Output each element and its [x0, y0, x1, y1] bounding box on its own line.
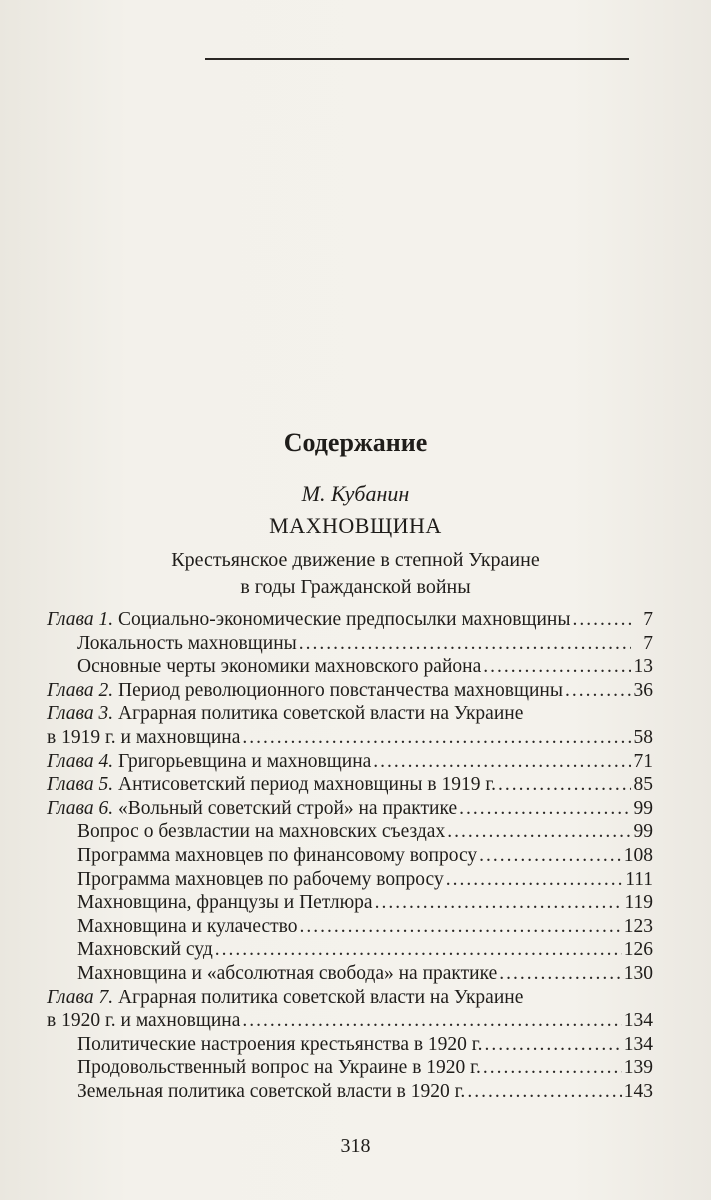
toc-entry [47, 915, 653, 939]
toc-entry-text: Период революционного повстанчества махновщины [113, 679, 563, 701]
toc-entry-text: Программа махновцев по рабочему вопросу [77, 868, 444, 890]
toc-entry-title [77, 844, 477, 868]
dot-leader [498, 773, 631, 797]
toc-entry-title [77, 655, 481, 679]
toc-entry-text: Аграрная политика советской власти на Украине [113, 986, 524, 1008]
dot-leader [479, 844, 622, 868]
toc-entry-title [77, 1056, 481, 1080]
toc-page-number: 13 [633, 656, 653, 678]
subtitle-line-2: в годы Гражданской войны [240, 576, 471, 598]
dot-leader [242, 726, 631, 750]
dot-leader [499, 962, 622, 986]
page-number: 318 [340, 1135, 371, 1157]
dot-leader [459, 797, 631, 821]
toc-entry [47, 608, 653, 632]
toc-entry-text: Политические настроения крестьянства в 1920 г. [77, 1033, 483, 1055]
book-subtitle [0, 547, 711, 601]
toc-entry [47, 938, 653, 962]
toc-entry-title [47, 679, 563, 703]
chapter-number: Глава 5. [47, 774, 114, 796]
dot-leader [373, 750, 631, 774]
toc-entry-title [47, 797, 457, 821]
toc-entry-text: Махновщина и «абсолютная свобода» на практике [77, 962, 498, 984]
toc-entry [47, 773, 653, 797]
toc-entry [47, 1080, 653, 1104]
dot-leader [572, 608, 631, 632]
toc-entry-text: Вопрос о безвластии на махновских съездах [77, 821, 446, 843]
toc-entry-title [77, 891, 373, 915]
toc-entry-title [47, 750, 371, 774]
dot-leader [215, 938, 622, 962]
toc-page-number: 7 [643, 609, 653, 630]
section-title: Содержание [283, 428, 428, 457]
dot-leader [375, 891, 623, 915]
toc-entry-title [47, 773, 496, 797]
chapter-number: Глава 7. [47, 986, 114, 1008]
toc-entry-text: Социально-экономические предпосылки махновщины [113, 609, 571, 630]
toc-entry [47, 844, 653, 868]
dot-leader [467, 1080, 621, 1104]
toc-entry-text: Программа махновцев по финансовому вопросу [77, 844, 478, 866]
toc-entry-title [47, 726, 240, 750]
toc-page-number: 130 [623, 962, 653, 984]
toc-entry-text: Махновщина и кулачество [77, 915, 298, 937]
dot-leader [447, 820, 631, 844]
toc-entry-text: Антисоветский период махновщины в 1919 г. [113, 774, 497, 796]
toc-page-number: 36 [633, 679, 653, 701]
toc-page-number: 139 [623, 1057, 653, 1079]
toc-page-number: 108 [623, 844, 653, 866]
toc-entry-title [47, 608, 570, 632]
toc-entry-text: Продовольственный вопрос на Украине в 1920 г. [77, 1057, 481, 1079]
chapter-number: Глава 4. [47, 750, 114, 772]
toc-entry-text: «Вольный советский строй» на практике [113, 797, 458, 819]
toc-page-number: 85 [633, 774, 653, 796]
toc-entry [47, 1009, 653, 1033]
toc-page-number: 99 [633, 821, 653, 843]
toc-page-number: 7 [643, 632, 653, 654]
toc-entry [47, 726, 653, 750]
toc-entry-text: Основные черты экономики махновского района [77, 656, 482, 678]
toc-entry-text: Локальность махновщины [77, 632, 297, 654]
toc-entry [47, 868, 653, 892]
chapter-number: Глава 2. [47, 679, 114, 701]
toc-page-number: 143 [623, 1080, 653, 1102]
toc-page-number: 58 [633, 726, 653, 748]
toc-entry-text: Земельная политика советской власти в 1920 г. [77, 1080, 466, 1102]
dot-leader [300, 915, 622, 939]
toc-entry [47, 632, 653, 656]
table-of-contents [47, 608, 653, 1103]
chapter-number: Глава 6. [47, 797, 114, 819]
toc-entry-title [77, 938, 213, 962]
subtitle-line-1: Крестьянское движение в степной Украине [171, 549, 540, 571]
toc-entry-title [47, 702, 523, 726]
toc-entry-text: Григорьевщина и махновщина [113, 750, 372, 772]
toc-page-number: 99 [633, 797, 653, 819]
toc-page-number: 123 [623, 915, 653, 937]
toc-entry [47, 679, 653, 703]
toc-entry [47, 1056, 653, 1080]
toc-page-number: 111 [625, 868, 653, 890]
toc-page-number: 71 [633, 750, 653, 772]
toc-entry [47, 797, 653, 821]
dot-leader [565, 679, 631, 703]
toc-entry [47, 962, 653, 986]
toc-entry-title [77, 868, 444, 892]
dot-leader [483, 1056, 622, 1080]
chapter-number: Глава 1. [47, 609, 114, 630]
book-title: МАХНОВЩИНА [269, 513, 442, 538]
toc-entry-title [77, 632, 297, 656]
toc-entry [47, 655, 653, 679]
toc-entry [47, 702, 653, 726]
toc-entry [47, 820, 653, 844]
toc-entry-text: Махновский суд [77, 939, 213, 961]
header-rule [205, 58, 629, 60]
toc-entry-title [47, 986, 523, 1010]
dot-leader [242, 1009, 621, 1033]
toc-entry-text: в 1920 г. и махновщина [47, 1010, 241, 1032]
chapter-number: Глава 3. [47, 703, 114, 725]
author-name: М. Кубанин [301, 481, 410, 506]
dot-leader [299, 632, 631, 656]
toc-page-number: 119 [624, 892, 653, 914]
toc-entry-title [77, 1080, 465, 1104]
toc-entry [47, 891, 653, 915]
toc-entry-text: Аграрная политика советской власти на Украине [113, 703, 524, 725]
toc-page-number: 134 [623, 1033, 653, 1055]
dot-leader [483, 655, 631, 679]
toc-entry-title [47, 1009, 240, 1033]
dot-leader [446, 868, 623, 892]
toc-page-number: 126 [623, 939, 653, 961]
toc-entry-title [77, 915, 298, 939]
dot-leader [484, 1033, 621, 1057]
toc-page-number: 134 [623, 1010, 653, 1032]
toc-entry-title [77, 962, 497, 986]
toc-entry-title [77, 820, 445, 844]
toc-entry [47, 750, 653, 774]
toc-entry [47, 986, 653, 1010]
toc-entry-text: Махновщина, французы и Петлюра [77, 892, 373, 914]
toc-entry [47, 1033, 653, 1057]
toc-entry-title [77, 1033, 482, 1057]
toc-entry-text: в 1919 г. и махновщина [47, 726, 241, 748]
